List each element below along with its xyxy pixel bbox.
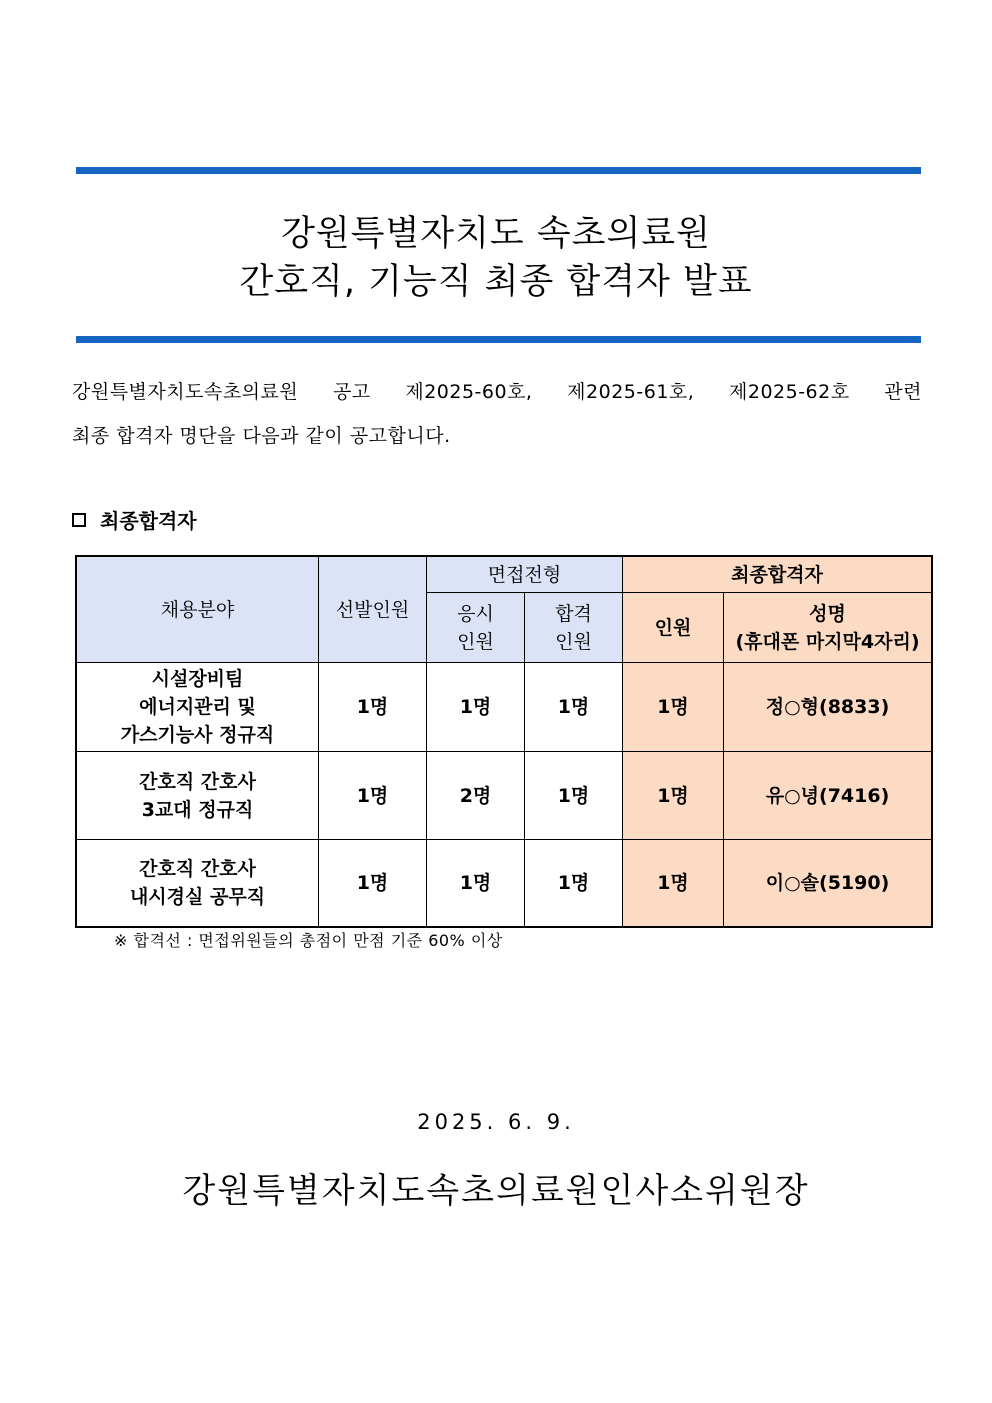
cell-selection: 1명 — [319, 840, 427, 927]
cell-selection: 1명 — [319, 752, 427, 840]
header-final: 최종합격자 — [623, 557, 932, 593]
cell-selection: 1명 — [319, 663, 427, 752]
cell-field: 간호직 간호사 내시경실 공무직 — [77, 840, 319, 927]
section-heading-text: 최종합격자 — [100, 509, 197, 533]
signer: 강원특별자치도속초의료원인사소위원장 — [182, 1171, 810, 1211]
results-table — [76, 556, 932, 927]
header-final-count: 인원 — [623, 593, 724, 663]
cell-name: 이○솔(5190) — [724, 840, 932, 927]
header-interview: 면접전형 — [427, 557, 623, 593]
header-selection-count: 선발인원 — [319, 557, 427, 663]
checkbox-square-icon — [72, 513, 86, 527]
title-line-2: 간호직, 기능직 최종 합격자 발표 — [239, 262, 753, 302]
cell-applied: 1명 — [427, 663, 525, 752]
cell-field: 간호직 간호사 3교대 정규직 — [77, 752, 319, 840]
cell-field: 시설장비팀 에너지관리 및 가스기능사 정규직 — [77, 663, 319, 752]
intro-paragraph — [72, 370, 922, 458]
header-name: 성명 (휴대폰 마지막4자리) — [724, 593, 932, 663]
footnote: ※ 합격선 : 면접위원들의 총점이 만점 기준 60% 이상 — [114, 931, 503, 950]
cell-applied: 2명 — [427, 752, 525, 840]
header-applicants: 응시 인원 — [427, 593, 525, 663]
cell-name: 유○녕(7416) — [724, 752, 932, 840]
table-row — [77, 752, 932, 840]
cell-final-count: 1명 — [623, 840, 724, 927]
intro-line-1: 강원특별자치도속초의료원 공고 제2025-60호, 제2025-61호, 제2025-62호 관련 — [72, 381, 922, 403]
cell-passed: 1명 — [525, 840, 623, 927]
intro-line-2: 최종 합격자 명단을 다음과 같이 공고합니다. — [72, 425, 451, 447]
header-field: 채용분야 — [77, 557, 319, 663]
cell-final-count: 1명 — [623, 663, 724, 752]
cell-passed: 1명 — [525, 663, 623, 752]
section-heading — [72, 505, 197, 534]
table-row — [77, 840, 932, 927]
bottom-rule — [76, 336, 921, 343]
title-line-1: 강원특별자치도 속초의료원 — [281, 214, 711, 254]
cell-passed: 1명 — [525, 752, 623, 840]
top-rule — [76, 167, 921, 174]
cell-final-count: 1명 — [623, 752, 724, 840]
announcement-date: 2025. 6. 9. — [417, 1110, 575, 1134]
table-row — [77, 663, 932, 752]
header-passed: 합격 인원 — [525, 593, 623, 663]
cell-name: 정○형(8833) — [724, 663, 932, 752]
cell-applied: 1명 — [427, 840, 525, 927]
